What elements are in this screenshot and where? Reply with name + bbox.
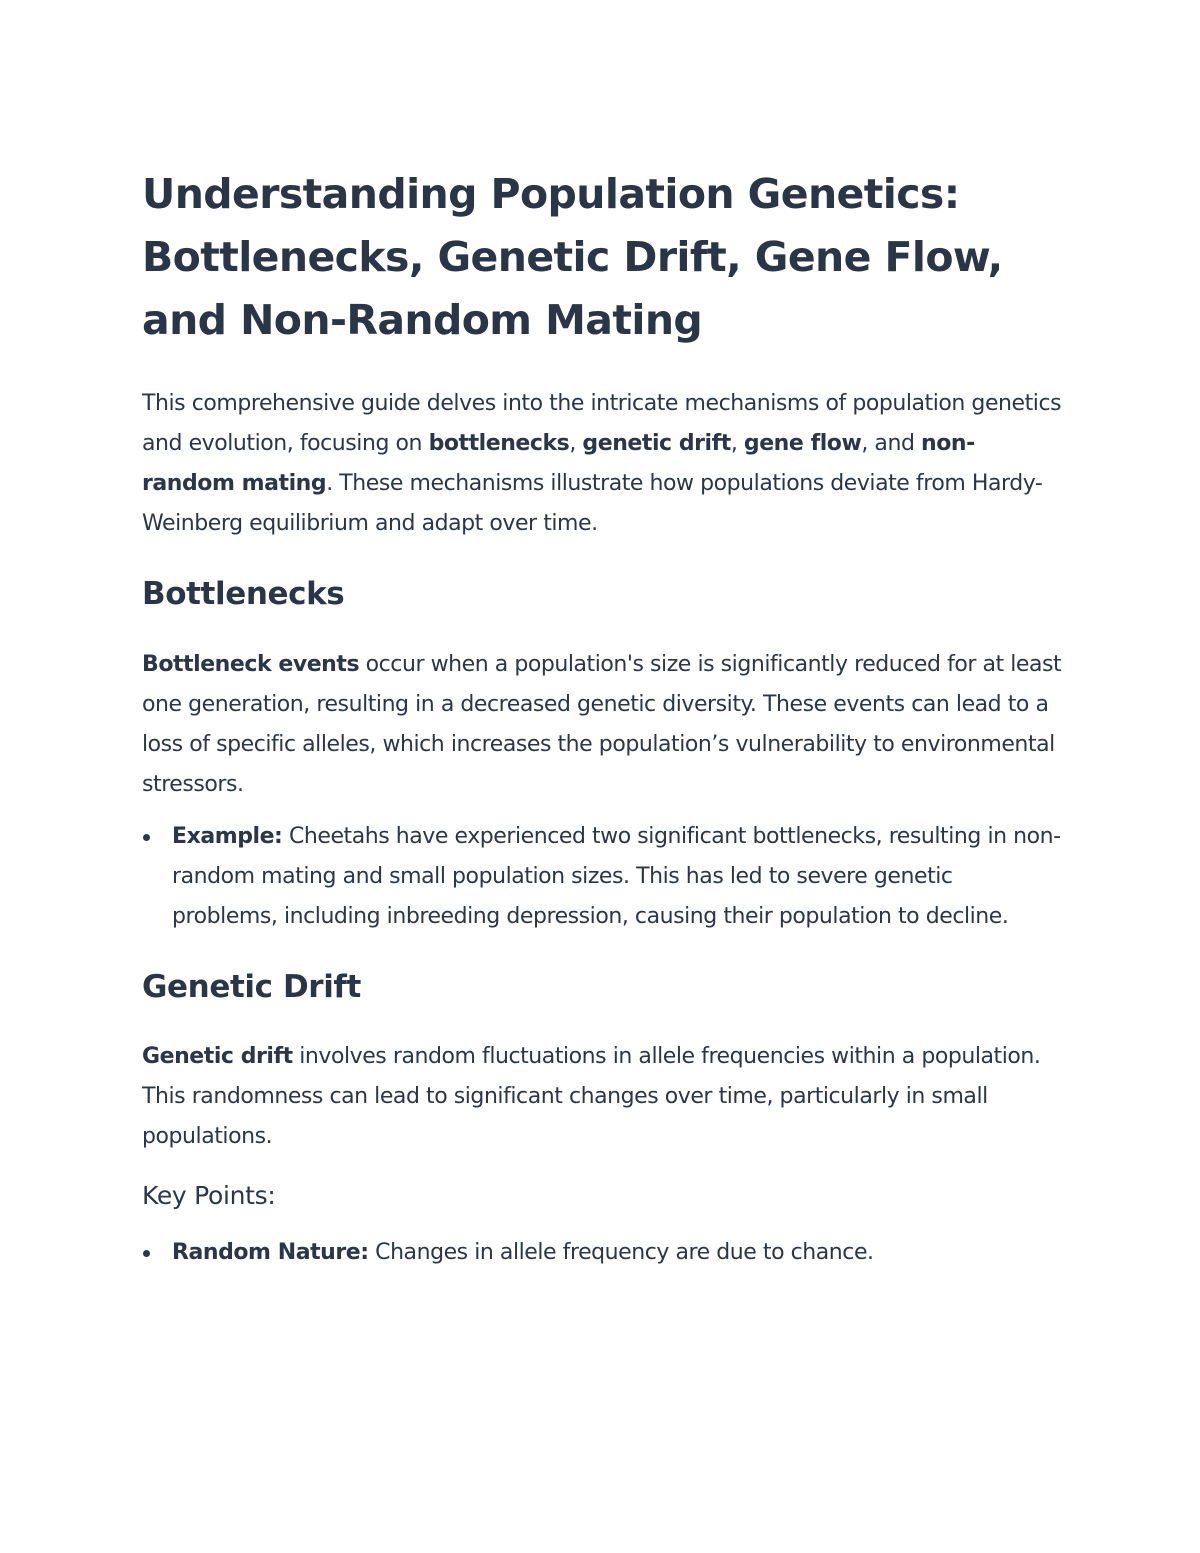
bottlenecks-text: occur when a population's size is significantly reduced for at least one generation, resulting in a decreased genetic diversity. These events can lead to a loss of specific alleles, which increases the population’s vulnerability to environmental stressors. [142,652,1062,797]
genetic-drift-text: involves random fluctuations in allele frequencies within a population. This randomness can lead to significant changes over time, particularly in small populations. [142,1044,1041,1149]
bottlenecks-term: Bottleneck events [142,652,360,677]
page-title: Understanding Population Genetics: Bottlenecks, Genetic Drift, Gene Flow, and Non-Random Mating [142,170,1003,344]
intro-text-4: , and [861,431,921,456]
intro-bold-genetic-drift: genetic drift [582,431,731,456]
key-points-list [142,1233,1062,1273]
section-heading-genetic-drift: Genetic Drift [142,969,361,1005]
genetic-drift-term: Genetic drift [142,1044,293,1069]
list-item-label: Example: [172,824,283,849]
intro-text-2: , [569,431,583,456]
intro-bold-non-random-mating: non-random mating [142,431,975,496]
intro-text-3: , [730,431,744,456]
intro-text-5: . These mechanisms illustrate how populations deviate from Hardy-Weinberg equilibrium and adapt over time. [142,471,1043,536]
bottlenecks-list [142,817,1062,937]
intro-paragraph [142,384,1062,544]
list-item [142,817,1062,937]
intro-bold-bottlenecks: bottlenecks [428,431,570,456]
bullet-icon [143,1250,150,1257]
bottlenecks-paragraph [142,645,1062,805]
list-item-label: Random Nature: [172,1240,369,1265]
genetic-drift-paragraph [142,1037,1062,1157]
bullet-icon [143,834,150,841]
list-item-text: Changes in allele frequency are due to chance. [368,1240,874,1265]
key-points-heading: Key Points: [142,1181,276,1210]
intro-bold-gene-flow: gene flow [743,431,862,456]
list-item-text: Cheetahs have experienced two significant bottlenecks, resulting in non-random mating and small population sizes. This has led to severe genetic problems, including inbreeding depression, causing their population to decline. [172,824,1061,929]
intro-text-1: This comprehensive guide delves into the intricate mechanisms of population genetics and evolution, focusing on [142,391,1062,456]
section-heading-bottlenecks: Bottlenecks [142,576,345,612]
document-page [142,163,1062,1273]
list-item [142,1233,1062,1273]
